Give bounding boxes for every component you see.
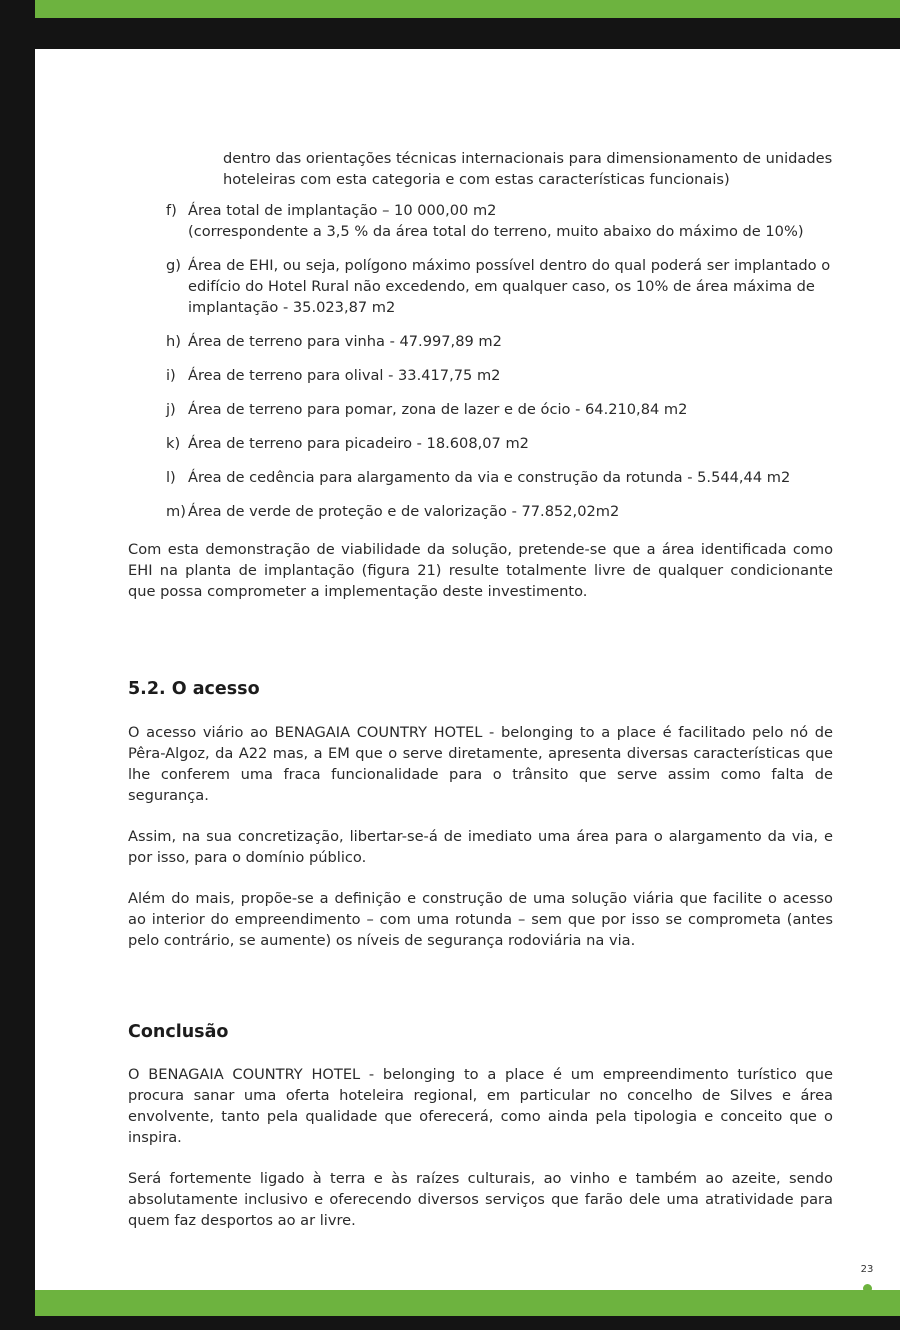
list-item-text: Área de terreno para vinha - 47.997,89 m2	[188, 333, 502, 350]
list-item-letter: l)	[166, 469, 176, 486]
list-item-j	[166, 399, 833, 420]
section-heading-conclusao: Conclusão	[128, 1022, 229, 1042]
area-list	[128, 200, 833, 522]
acesso-paragraph: O acesso viário ao BENAGAIA COUNTRY HOTEL - belonging to a place é facilitado pelo nó de Pêra-Algoz, da A22 mas, a EM que o serve diretamente, apresenta diversas características que lhe conferem uma fraca funcionalidade para o trânsito que serve assim como falta de segurança.	[128, 724, 833, 804]
conclusao-paragraph: Será fortemente ligado à terra e às raízes culturais, ao vinho e também ao azeite, sendo absolutamente inclusivo e oferecendo diversos serviços que farão dele uma atratividade para quem faz desportos ao ar livre.	[128, 1170, 833, 1229]
list-item-text: Área de terreno para pomar, zona de lazer e de ócio - 64.210,84 m2	[188, 401, 688, 418]
list-item-f	[166, 200, 833, 242]
demonstration-paragraph: Com esta demonstração de viabilidade da solução, pretende-se que a área identificada como EHI na planta de implantação (figura 21) resulte totalmente livre de qualquer condicionante que possa comprometer a implementação deste investimento.	[128, 541, 833, 600]
page-marker-dot	[863, 1284, 872, 1293]
list-item-l	[166, 467, 833, 488]
page-content	[128, 148, 833, 1231]
intro-continuation: dentro das orientações técnicas internacionais para dimensionamento de unidades hoteleiras com esta categoria e com estas características funcionais)	[223, 150, 833, 188]
list-item-m	[166, 501, 833, 522]
list-item-letter: j)	[166, 401, 176, 418]
list-item-text: Área total de implantação – 10 000,00 m2	[188, 202, 497, 219]
list-item-letter: g)	[166, 257, 181, 274]
list-item-i	[166, 365, 833, 386]
top-accent-bar	[35, 0, 900, 18]
conclusao-paragraph: O BENAGAIA COUNTRY HOTEL - belonging to a place é um empreendimento turístico que procura sanar uma oferta hoteleira regional, em particular no concelho de Silves e área envolvente, tanto pela qualidade que oferecerá, como ainda pela tipologia e conceito que o inspira.	[128, 1066, 833, 1146]
list-item-text: (correspondente a 3,5 % da área total do terreno, muito abaixo do máximo de 10%)	[188, 223, 804, 240]
list-item-text: Área de terreno para olival - 33.417,75 m2	[188, 367, 501, 384]
list-item-text: Área de verde de proteção e de valorização - 77.852,02m2	[188, 503, 620, 520]
list-item-text: Área de EHI, ou seja, polígono máximo possível dentro do qual poderá ser implantado o edifício do Hotel Rural não excedendo, em qualquer caso, os 10% de área máxima de implantação - 35.023,87 m2	[188, 257, 831, 316]
list-item-g	[166, 255, 833, 318]
list-item-k	[166, 433, 833, 454]
acesso-paragraph: Além do mais, propõe-se a definição e construção de uma solução viária que facilite o acesso ao interior do empreendimento – com uma rotunda – sem que por isso se comprometa (antes pelo contrário, se aumente) os níveis de segurança rodoviária na via.	[128, 890, 833, 949]
list-item-h	[166, 331, 833, 352]
list-item-text: Área de cedência para alargamento da via e construção da rotunda - 5.544,44 m2	[188, 469, 791, 486]
list-item-letter: h)	[166, 333, 181, 350]
list-item-text: Área de terreno para picadeiro - 18.608,07 m2	[188, 435, 529, 452]
section-heading-acesso: 5.2. O acesso	[128, 679, 260, 699]
list-item-letter: m)	[166, 503, 186, 520]
list-item-letter: f)	[166, 202, 177, 219]
acesso-paragraph: Assim, na sua concretização, libertar-se-á de imediato uma área para o alargamento da via, e por isso, para o domínio público.	[128, 828, 833, 866]
bottom-accent-bar	[35, 1290, 900, 1316]
list-item-letter: i)	[166, 367, 176, 384]
page-number: 23	[860, 1264, 874, 1275]
list-item-letter: k)	[166, 435, 181, 452]
